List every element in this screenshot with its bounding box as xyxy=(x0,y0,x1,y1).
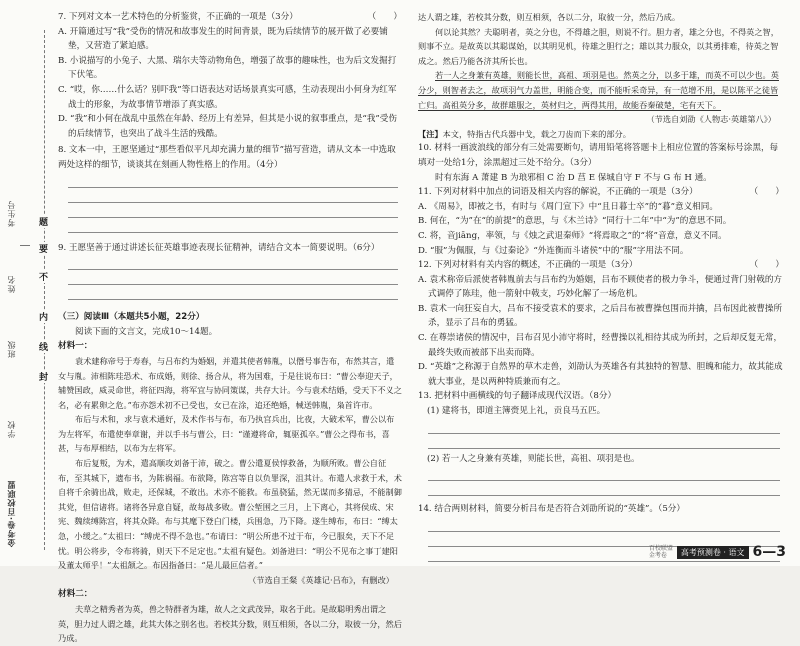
option-d: D. “服”为佩服，与《过秦论》“外连衡而斗诸侯”中的“服”字用法不同。 xyxy=(418,245,689,256)
note-label: 【注】 xyxy=(418,128,443,139)
exam-title: 高考预测卷 · 语文 xyxy=(677,546,749,559)
seal-char: 封 xyxy=(39,370,48,383)
question-stem: 11. 下列对材料中加点的词语及相关内容的解说，不正确的一项是（3分） xyxy=(418,187,698,198)
passage-paragraph: 夫草之精秀者为英，兽之特群者为雄，故人之文武茂异，取名于此。是故聪明秀出谓之英，胆力过人谓之雄，此其大体之别名也。若校其分数，则互相须，各以二分，取彼一分，然后乃成。 xyxy=(58,604,402,644)
material-2-label: 材料二： xyxy=(58,589,93,600)
page-number: 6—3 xyxy=(752,544,786,560)
seal-line xyxy=(44,30,45,550)
answer-paren: （ ） xyxy=(749,260,784,271)
binding-label-brand: 金考卷·百校联盟 xyxy=(7,480,16,548)
question-stem: 14. 结合两则材料，简要分析吕布是否符合刘劭所说的“英雄”。（5分） xyxy=(418,504,685,515)
option-b: B. 小说描写的小兔子、大黑、瑞尔夫等动物角色，增强了故事的趣味性，也为后文发掘打下伏笔。 xyxy=(58,55,397,81)
answer-line[interactable] xyxy=(68,173,398,188)
underlined-sentence: 若一人之身兼有英雄，则能长世，高祖、项羽是也。然英之分，以多于雄，而英不可以少也。英分少，则智者去之，故项羽气力盖世，明能合变，而不能听采奇异，有一范增不用，是以陈平之徒皆亡归。高祖英分多，故群雄服之，英材归之，两得其用，故能吞秦破楚，宅有天下。 xyxy=(418,70,779,110)
material-1-label: 材料一： xyxy=(58,341,93,352)
answer-paren: （ ） xyxy=(367,12,402,22)
passage-paragraph: 何以论其然？夫聪明者，英之分也，不得雄之胆，则说不行。胆力者，雄之分也，不得英之智，则事不立。是故英以其聪谋始，以其明见机，待雄之胆行之；雄以其力服众，以其勇排难，待英之智成之。然后乃能各济其所长也。 xyxy=(418,26,779,66)
binding-label-examno: 考生号 xyxy=(7,200,16,227)
question-stem: 12. 下列对材料有关内容的概述，不正确的一项是（3分） xyxy=(418,260,638,271)
answer-line[interactable] xyxy=(428,517,780,532)
passage-paragraph: 布后复叛，为术，遣高顺攻刘备于沛，破之。曹公遣夏侯惇救备，为顺所败。曹公自征布，至其城下，遗布书，为陈祸福。布欲降，陈宫等自以负罪深，沮其计。布遣人求救于术，术自将千余骑出战，败走，还保城，不敢出。术亦不能救。布虽骁猛，然无谋而多猜忌，不能制御其党，但信诸将。诸将各异意自疑，故每战多败。曹公堑围之三月，上下离心，其将侯成、宋宪、魏续缚陈宫，将其众降。布与其麾下登白门楼，兵围急，乃下降。遂生缚布，布曰：“缚太急，小缓之。”太祖曰：“缚虎不得不急也。”布请曰：“明公所患不过于布，今已服矣，天下不足忧。明公将步，令布将骑，则天下不足定也。”太祖有疑色。刘备进曰：“明公不见布之事丁建阳及董太师乎！”太祖颔之。布因指备曰：“是儿最叵信者。” xyxy=(58,458,402,571)
question-13 xyxy=(418,389,784,496)
brand-logo xyxy=(649,545,673,559)
answer-line[interactable] xyxy=(428,434,780,449)
binding-margin xyxy=(0,0,56,566)
logo-line: 百校联盟 xyxy=(648,545,673,552)
question-stem: 10. 材料一画波浪线的部分有三处需要断句，请用铅笔将答题卡上相应位置的答案标号涂黑，每填对一处给1分，涂黑超过三处不给分。（3分） xyxy=(418,143,779,168)
seal-char: 不 xyxy=(39,270,48,283)
answer-line[interactable] xyxy=(428,419,780,434)
answer-paren: （ ） xyxy=(749,187,784,198)
blank-line xyxy=(20,245,30,246)
question-8 xyxy=(58,143,402,232)
punctuation-line: 时有东海 A 萧建 B 为琅邪相 C 治 D 莒 E 保城自守 F 不与 G 布 H 通。 xyxy=(435,172,712,183)
question-stem: 8. 文本一中，王愿坚通过“那些看似平凡却充满力量的细节”描写营造，请从文本一中选取两处这样的细节，谈谈其在刻画人物性格上的作用。（4分） xyxy=(58,145,396,170)
option-b: B. 何在，“为”在“的前提”的意思，与《木兰诗》“同行十二年”中“为”的意思不同。 xyxy=(418,216,732,227)
passage-paragraph xyxy=(418,68,784,112)
answer-line[interactable] xyxy=(428,466,780,481)
option-a: A. 袁术称帝后派使者韩胤前去与吕布约为婚姻，吕布不顾使者的极力争斗，便通过背门射戟的方式调停了陈珪，他一箭射中戟支，巧妙化解了一场危机。 xyxy=(418,274,783,300)
answer-line[interactable] xyxy=(68,218,398,233)
seal-char: 题 xyxy=(39,215,48,228)
section-3 xyxy=(58,310,402,646)
page-footer xyxy=(649,544,786,560)
option-a: A. 开篇通过写“我”受伤的情况和故事发生的时间背景，既为后续情节的展开做了必要铺垫，又营造了紧迫感。 xyxy=(58,26,388,52)
question-12 xyxy=(418,258,784,389)
question-10 xyxy=(418,141,784,185)
passage-paragraph: 达人谓之雄，若校其分数，则互相须，各以二分，取彼一分，然后乃成。 xyxy=(418,12,681,22)
option-a: A. 《周易》，即被之书，有时与《周门宣下》中“且日暮士卒”的“暮”意义相同。 xyxy=(418,201,718,212)
annotation xyxy=(418,127,784,142)
question-11 xyxy=(418,185,784,258)
question-9 xyxy=(58,241,402,301)
answer-line[interactable] xyxy=(68,255,398,270)
binding-label-name: 姓名 xyxy=(7,275,16,293)
option-c: C. “哎，你……什么话？别吓我”等口语表达对话场景真实可感，生动表现出小何身为红军战士的形象，为故事情节增添了真实感。 xyxy=(58,84,397,110)
answer-line[interactable] xyxy=(68,203,398,218)
sub-question: (1) 建将书，即道主簿赍见上礼，贡良马五匹。 xyxy=(427,406,606,417)
passage-source: （节选自刘劭《人物志·英雄第八》） xyxy=(646,114,776,125)
sub-question: (2) 若一人之身兼有英雄，则能长世，高祖、项羽是也。 xyxy=(427,453,640,464)
seal-char: 线 xyxy=(39,340,48,353)
section-title: （三）阅读Ⅲ（本题共5小题，22分） xyxy=(58,312,205,323)
passage-paragraph: 布后与术和，求与袁术通好，及术作书与布，布乃执宫兵出，比夜，大破术军，曹公以布为左将军，布遣使奉章谢，并以手书与曹公，曰：“谨遵将命，辄驱孤卒。”曹公之得布书，喜甚，与布厚相结，以布为左将军。 xyxy=(58,414,395,454)
answer-line[interactable] xyxy=(68,188,398,203)
answer-line[interactable] xyxy=(68,270,398,285)
question-stem: 13. 把材料中画横线的句子翻译成现代汉语。（8分） xyxy=(418,391,617,402)
seal-char: 内 xyxy=(39,310,48,323)
option-d: D. “英雄”之称源于自然界的草木走兽，刘劭认为英雄各有其独特的智慧、胆魄和能力，故其能成就大事业，是以两种特质兼而有之。 xyxy=(418,362,783,387)
passage-paragraph: 袁术建称帝号于寿春，与吕布约为婚姻，并遣其使者韩胤，以僭号事告布，布然其言，遣女与胤。沛相陈珪恐术、布成婚，则徐、扬合从，将为国难，于是往说布曰：“曹公奉迎天子，辅赞国政，威灵命世，将征四海，将军宜与协同策谋，共存大计。今与袁术结婚，受天下不义之名，必有累卵之危。”布亦怨术初不已受也，女已在涂，追还绝婚，械送韩胤，枭首许市。 xyxy=(58,355,402,410)
right-column xyxy=(418,10,784,562)
section-intro: 阅读下面的文言文，完成10～14题。 xyxy=(75,326,218,337)
option-c: C. 将，音jiāng，率领，与《烛之武退秦师》“将焉取之”的“将”音意，意义不同。 xyxy=(418,230,727,241)
question-stem: 9. 王愿坚善于通过讲述长征英雄事迹表现长征精神，请结合文本一简要说明。（6分） xyxy=(58,242,380,253)
seal-char: 要 xyxy=(39,242,48,255)
logo-line: 金考卷 xyxy=(648,552,667,559)
passage-source: （节选自王粲《英雄记·吕布》，有删改） xyxy=(248,574,394,585)
answer-line[interactable] xyxy=(428,481,780,496)
option-c: C. 在尊崇诸侯的情况中，吕布召见小沛守将时，经曹操以礼相待其成为所封，之后却反复无常，最终失败而被部下出卖而降。 xyxy=(418,333,783,358)
note-text: 本文，特指古代兵器中戈，载之刀齿而下来的部分。 xyxy=(442,128,631,139)
binding-label-class: 班级 xyxy=(7,340,16,358)
question-7 xyxy=(58,10,402,141)
option-d: D. “我”和小何在战乱中虽然在年龄、经历上有差异，但其是小说的叙事重点，是“我”受伤的后续情节，也突出了战斗生活的残酷。 xyxy=(58,114,397,139)
question-stem: 7. 下列对文本一艺术特色的分析鉴赏，不正确的一项是（3分） xyxy=(58,12,298,22)
left-column xyxy=(58,10,402,646)
binding-label-school: 学校 xyxy=(7,420,16,438)
option-b: B. 袁术一向狂妄自大，吕布不接受袁术的要求，之后吕布被曹操包围而并擒，吕布因此被曹操所杀，显示了吕布的勇猛。 xyxy=(418,303,783,329)
answer-line[interactable] xyxy=(68,285,398,300)
